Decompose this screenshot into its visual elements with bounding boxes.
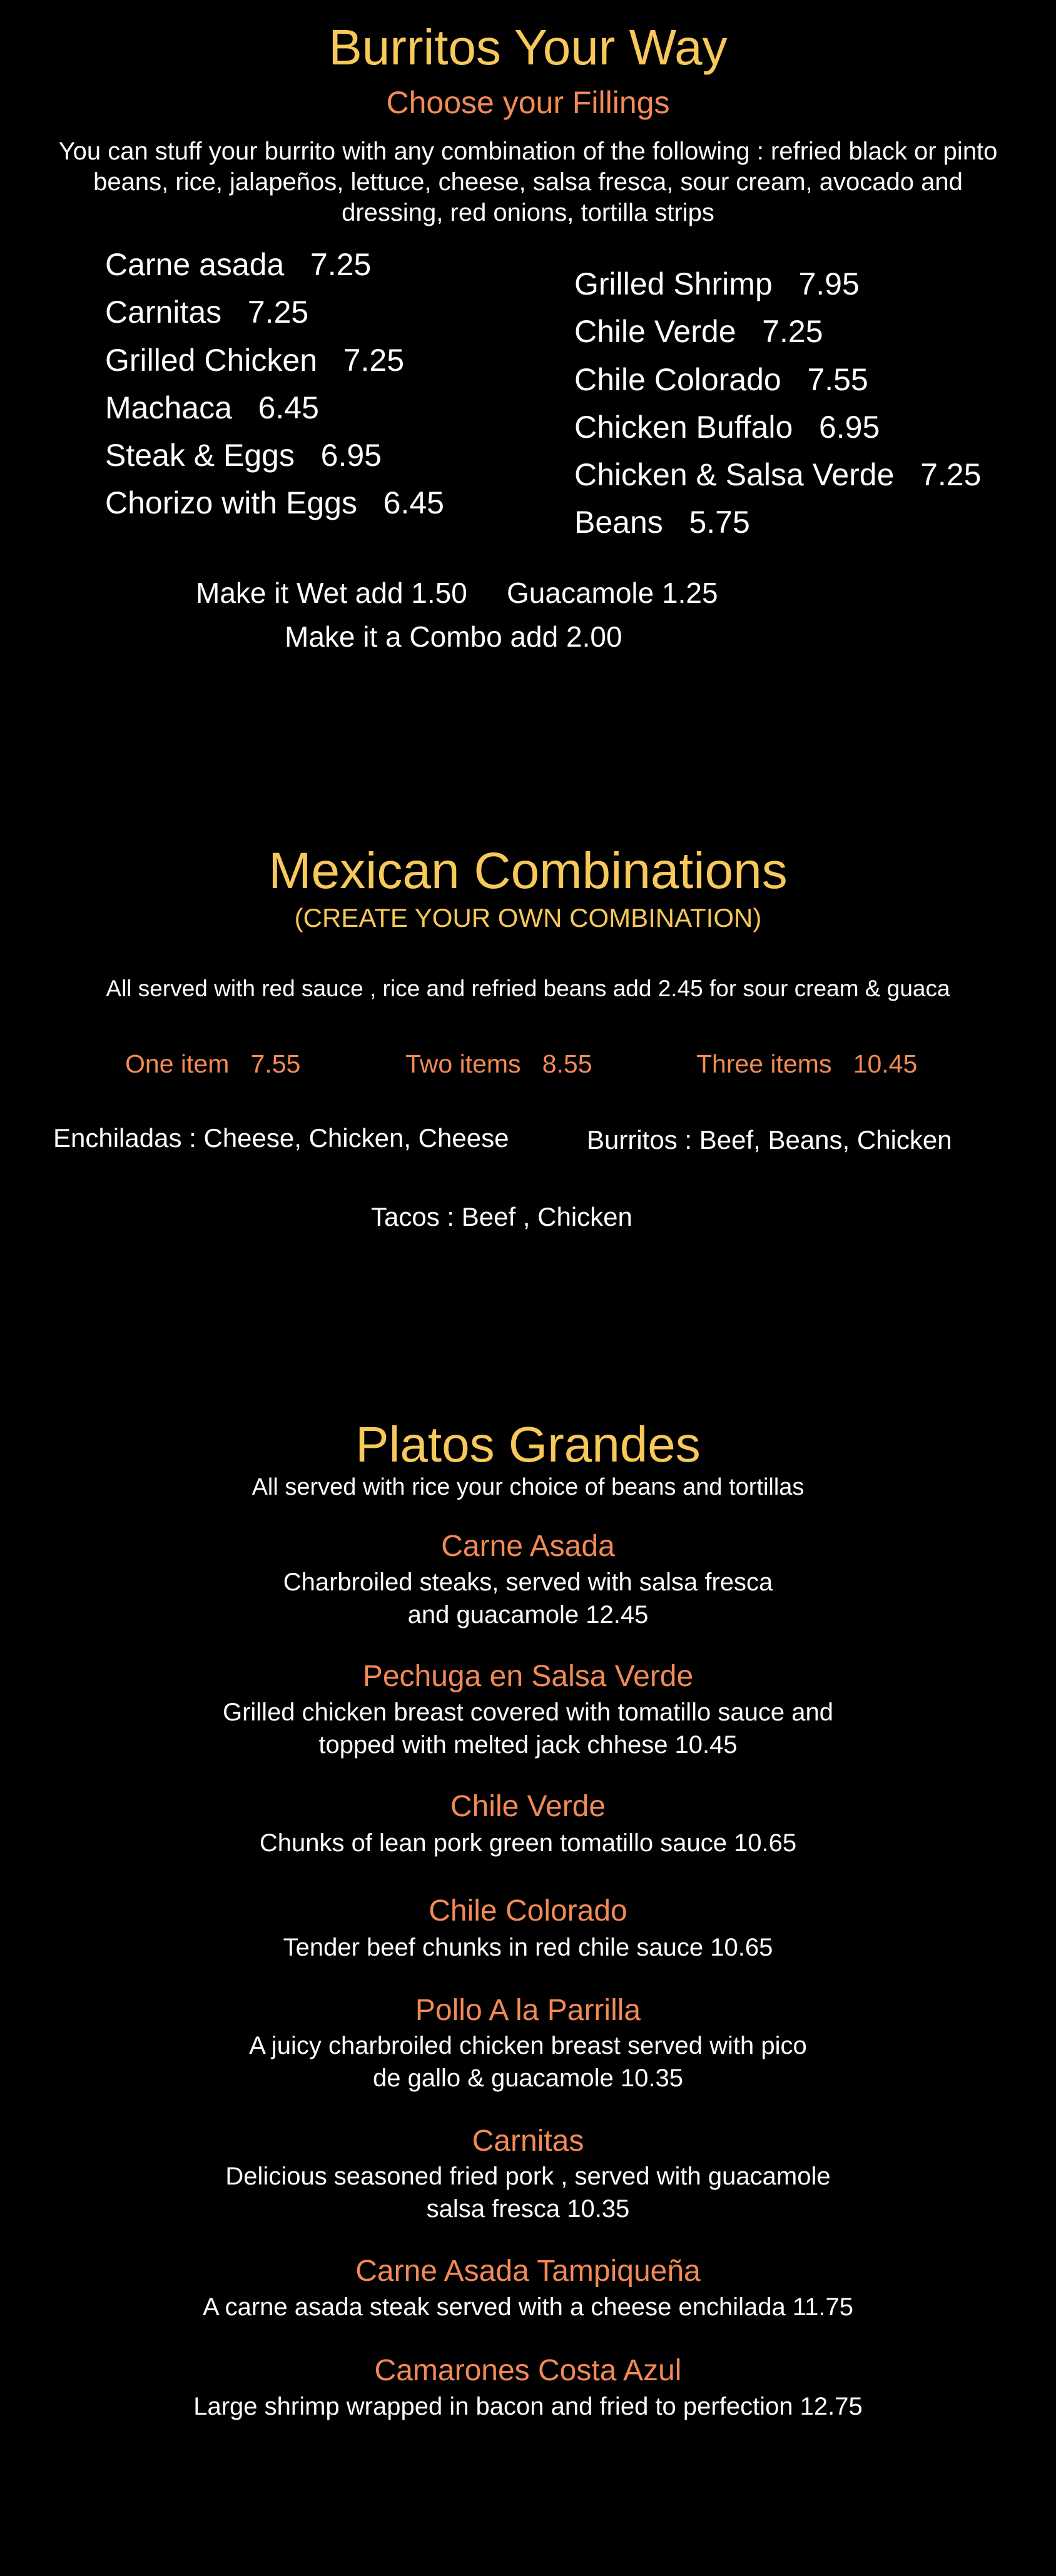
plato-desc-line: and guacamole 12.45 [407, 1601, 649, 1629]
tier-label: Two items [405, 1049, 521, 1078]
plato-description [94, 2291, 962, 2323]
plato-name: Carnitas [472, 2124, 584, 2158]
plato-desc-line: A juicy charbroiled chicken breast served with pico [249, 2032, 807, 2059]
filling-price: 7.25 [920, 457, 982, 492]
filling-name: Carnitas [105, 295, 222, 330]
filling-name: Chicken Buffalo [574, 410, 793, 445]
tacos-options [371, 1201, 632, 1233]
combinations-subtitle: (CREATE YOUR OWN COMBINATION) [294, 903, 762, 932]
filling-price: 6.45 [258, 390, 319, 425]
filling-name: Steak & Eggs [105, 438, 295, 473]
combinations-note: All served with red sauce , rice and refried beans add 2.45 for sour cream & guaca [106, 976, 950, 1001]
filling-name: Grilled Shrimp [574, 266, 773, 301]
filling-name: Machaca [105, 390, 232, 425]
tacos-values: Beef , Chicken [461, 1202, 632, 1231]
plato-desc-line: Grilled chicken breast covered with tomatillo sauce and [222, 1699, 834, 1726]
burritos-subtitle: Choose your Fillings [386, 85, 670, 120]
filling-price: 6.95 [818, 410, 880, 445]
filling-item [105, 341, 404, 379]
plato-description [156, 2029, 900, 2094]
enchiladas-label: Enchiladas : [53, 1123, 196, 1153]
guacamole-addon: Guacamole 1.25 [507, 577, 718, 609]
tier-price: 7.55 [250, 1049, 301, 1078]
filling-item [574, 265, 860, 303]
filling-price: 7.95 [798, 266, 860, 301]
plato-name: Camarones Costa Azul [374, 2354, 682, 2387]
filling-price: 7.25 [343, 343, 405, 378]
filling-price: 7.25 [762, 314, 823, 349]
plato-desc-line: topped with melted jack chhese 10.45 [318, 1731, 738, 1759]
plato-description [156, 2160, 900, 2225]
filling-name: Chorizo with Eggs [105, 485, 357, 520]
filling-item [574, 408, 880, 446]
filling-name: Chicken & Salsa Verde [574, 457, 895, 492]
plato-name: Chile Colorado [429, 1894, 627, 1927]
filling-item [105, 484, 444, 522]
plato-description [94, 2390, 962, 2423]
burritos-label: Burritos : [587, 1125, 693, 1154]
make-it-wet-addon: Make it Wet add 1.50 [196, 577, 467, 609]
combo-addon: Make it a Combo add 2.00 [285, 620, 622, 653]
enchiladas-values: Cheese, Chicken, Cheese [203, 1123, 509, 1153]
plato-name: Pollo A la Parrilla [415, 1994, 641, 2027]
burritos-values: Beef, Beans, Chicken [699, 1125, 952, 1154]
burritos-title: Burritos Your Way [328, 19, 728, 75]
plato-desc-line: Delicious seasoned fried pork , served with guacamole [225, 2163, 831, 2190]
tier-label: Three items [696, 1049, 832, 1078]
filling-item [574, 361, 868, 398]
filling-name: Carne asada [105, 247, 285, 282]
plato-desc-line: Tender beef chunks in red chile sauce 10.65 [283, 1934, 773, 1961]
filling-price: 6.45 [383, 485, 444, 520]
plato-name: Chile Verde [450, 1790, 606, 1823]
filling-item [105, 246, 371, 283]
plato-name: Carne Asada Tampiqueña [355, 2255, 701, 2288]
combinations-title: Mexican Combinations [268, 842, 788, 899]
filling-price: 7.55 [807, 362, 868, 397]
plato-description [156, 1827, 900, 1859]
tier-label: One item [125, 1049, 230, 1078]
plato-desc-line: Charbroiled steaks, served with salsa fresca [283, 1568, 773, 1596]
tacos-label: Tacos : [371, 1202, 455, 1231]
filling-price: 5.75 [689, 505, 750, 540]
enchiladas-options [53, 1122, 509, 1154]
plato-desc-line: Large shrimp wrapped in bacon and fried to perfection 12.75 [193, 2393, 863, 2420]
filling-name: Grilled Chicken [105, 343, 318, 378]
tier-three-items [696, 1048, 917, 1079]
filling-item [574, 503, 750, 541]
plato-desc-line: Chunks of lean pork green tomatillo sauce 10.65 [259, 1829, 797, 1857]
tier-price: 8.55 [542, 1049, 592, 1078]
tier-one-item [125, 1048, 300, 1079]
platos-title: Platos Grandes [355, 1417, 701, 1472]
burritos-options [587, 1124, 952, 1156]
filling-name: Chile Verde [574, 314, 736, 349]
tier-two-items [405, 1048, 592, 1079]
filling-item [105, 437, 382, 474]
filling-name: Chile Colorado [574, 362, 781, 397]
filling-price: 6.95 [320, 438, 382, 473]
filling-item [105, 293, 308, 331]
plato-name: Carne Asada [441, 1530, 615, 1563]
plato-desc-line: salsa fresca 10.35 [426, 2195, 630, 2223]
plato-description [156, 1696, 900, 1761]
filling-item [574, 313, 823, 350]
plato-description [156, 1931, 900, 1964]
burritos-intro: You can stuff your burrito with any combination of the following : refried black or pinto beans, rice, jalapeños, lettuce, cheese, salsa fresca, sour cream, avocado and dressing, red onions, tortilla strips [58, 138, 998, 226]
tier-price: 10.45 [853, 1049, 918, 1078]
platos-subtitle: All served with rice your choice of beans and tortillas [251, 1474, 805, 1500]
filling-price: 7.25 [247, 295, 309, 330]
plato-description [156, 1566, 900, 1631]
filling-price: 7.25 [310, 247, 372, 282]
filling-name: Beans [574, 505, 663, 540]
plato-desc-line: A carne asada steak served with a cheese enchilada 11.75 [203, 2293, 853, 2321]
plato-desc-line: de gallo & guacamole 10.35 [373, 2064, 683, 2092]
plato-name: Pechuga en Salsa Verde [362, 1660, 694, 1693]
filling-item [105, 389, 319, 427]
filling-item [574, 456, 981, 493]
